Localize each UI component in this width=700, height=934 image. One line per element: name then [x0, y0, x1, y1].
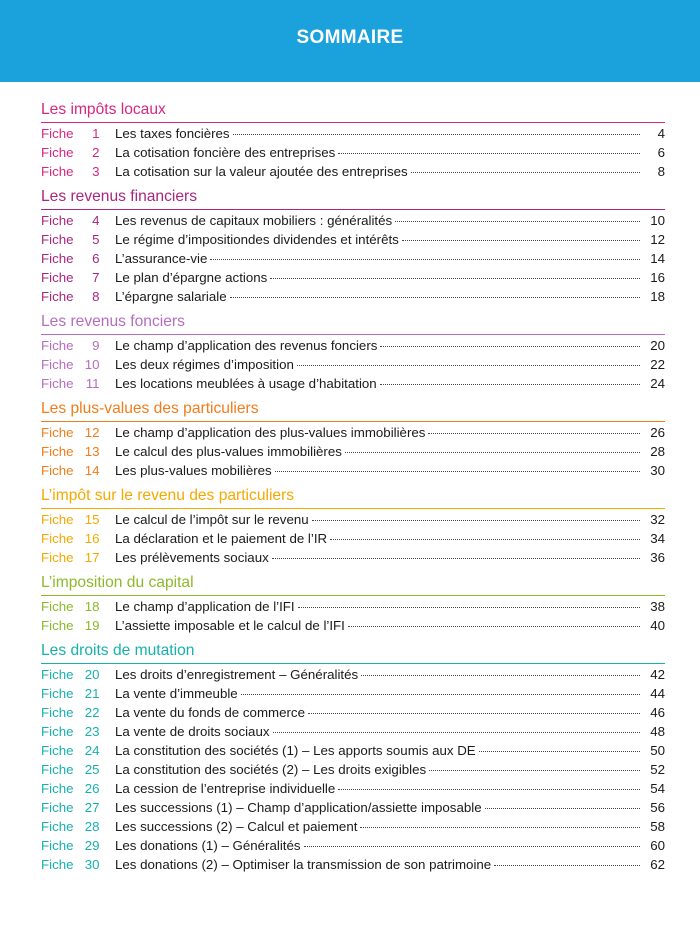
fiche-number: 26	[84, 781, 100, 796]
fiche-word: Fiche	[41, 550, 74, 565]
toc-entry[interactable]	[41, 425, 665, 444]
entry-title: La vente de droits sociaux	[115, 724, 270, 739]
toc-entry[interactable]	[41, 667, 665, 686]
fiche-word: Fiche	[41, 338, 74, 353]
entry-title: Les successions (2) – Calcul et paiement	[115, 819, 358, 834]
toc-entry[interactable]	[41, 599, 665, 618]
dot-leader	[395, 221, 640, 222]
toc-entry[interactable]	[41, 164, 665, 183]
page-number: 58	[650, 819, 665, 834]
entry-title: L’épargne salariale	[115, 289, 227, 304]
page-number: 34	[650, 531, 665, 546]
toc-section	[41, 398, 665, 482]
fiche-word: Fiche	[41, 857, 74, 872]
toc-entry[interactable]	[41, 762, 665, 781]
fiche-label	[41, 232, 115, 247]
fiche-number: 6	[92, 251, 100, 266]
fiche-label	[41, 145, 115, 160]
entry-list	[41, 596, 665, 637]
section-title: Les revenus financiers	[41, 186, 665, 210]
dot-leader	[230, 297, 640, 298]
entry-title: Les plus-values mobilières	[115, 463, 272, 478]
fiche-word: Fiche	[41, 531, 74, 546]
fiche-word: Fiche	[41, 463, 74, 478]
fiche-label	[41, 762, 115, 777]
entry-title: L’assiette imposable et le calcul de l’IFI	[115, 618, 345, 633]
entry-title: Le champ d’application des revenus fonciers	[115, 338, 378, 353]
fiche-word: Fiche	[41, 743, 74, 758]
entry-title: Les successions (1) – Champ d’application/assiette imposable	[115, 800, 482, 815]
dot-leader	[270, 278, 640, 279]
fiche-label	[41, 743, 115, 758]
entry-title: Les revenus de capitaux mobiliers : généralités	[115, 213, 393, 228]
page-number: 12	[650, 232, 665, 247]
fiche-label	[41, 857, 115, 872]
page-number: 32	[650, 512, 665, 527]
fiche-number: 24	[84, 743, 100, 758]
fiche-number: 17	[84, 550, 100, 565]
page-number: 40	[650, 618, 665, 633]
dot-leader	[428, 433, 640, 434]
toc-entry[interactable]	[41, 376, 665, 395]
page-number: 54	[650, 781, 665, 796]
fiche-word: Fiche	[41, 819, 74, 834]
entry-title: L’assurance-vie	[115, 251, 208, 266]
fiche-word: Fiche	[41, 232, 74, 247]
toc-entry[interactable]	[41, 531, 665, 550]
dot-leader	[273, 732, 641, 733]
page-number: 62	[650, 857, 665, 872]
dot-leader	[361, 675, 640, 676]
fiche-number: 2	[92, 145, 100, 160]
dot-leader	[380, 384, 640, 385]
toc-section	[41, 572, 665, 637]
entry-list	[41, 509, 665, 569]
fiche-word: Fiche	[41, 425, 74, 440]
fiche-number: 23	[84, 724, 100, 739]
dot-leader	[485, 808, 640, 809]
entry-title: Les locations meublées à usage d’habitation	[115, 376, 377, 391]
fiche-label	[41, 531, 115, 546]
fiche-number: 10	[84, 357, 100, 372]
toc-entry[interactable]	[41, 800, 665, 819]
dot-leader	[429, 770, 640, 771]
fiche-number: 1	[92, 126, 100, 141]
dot-leader	[304, 846, 640, 847]
fiche-number: 4	[92, 213, 100, 228]
fiche-word: Fiche	[41, 686, 74, 701]
fiche-label	[41, 838, 115, 853]
toc-entry[interactable]	[41, 145, 665, 164]
fiche-label	[41, 425, 115, 440]
toc-entry[interactable]	[41, 338, 665, 357]
toc-entry[interactable]	[41, 213, 665, 232]
page-number: 42	[650, 667, 665, 682]
fiche-word: Fiche	[41, 838, 74, 853]
entry-title: La cession de l’entreprise individuelle	[115, 781, 336, 796]
page-number: 52	[650, 762, 665, 777]
page-number: 44	[650, 686, 665, 701]
fiche-label	[41, 781, 115, 796]
fiche-label	[41, 705, 115, 720]
entry-title: La constitution des sociétés (1) – Les apports soumis aux DE	[115, 743, 476, 758]
page-number: 18	[650, 289, 665, 304]
page-number: 60	[650, 838, 665, 853]
toc-entry[interactable]	[41, 705, 665, 724]
section-title: Les droits de mutation	[41, 640, 665, 664]
entry-title: La cotisation sur la valeur ajoutée des entreprises	[115, 164, 408, 179]
entry-title: Les prélèvements sociaux	[115, 550, 269, 565]
dot-leader	[298, 607, 640, 608]
fiche-number: 15	[84, 512, 100, 527]
fiche-number: 3	[92, 164, 100, 179]
entry-title: La vente du fonds de commerce	[115, 705, 305, 720]
fiche-word: Fiche	[41, 705, 74, 720]
fiche-label	[41, 270, 115, 285]
fiche-word: Fiche	[41, 512, 74, 527]
fiche-label	[41, 376, 115, 391]
page-number: 24	[650, 376, 665, 391]
entry-title: La constitution des sociétés (2) – Les droits exigibles	[115, 762, 427, 777]
fiche-label	[41, 338, 115, 353]
fiche-word: Fiche	[41, 289, 74, 304]
fiche-label	[41, 724, 115, 739]
page-number: 28	[650, 444, 665, 459]
dot-leader	[272, 558, 640, 559]
toc-entry[interactable]	[41, 838, 665, 857]
toc-section	[41, 640, 665, 876]
fiche-number: 5	[92, 232, 100, 247]
entry-title: Les taxes foncières	[115, 126, 230, 141]
dot-leader	[330, 539, 640, 540]
fiche-number: 12	[84, 425, 100, 440]
fiche-label	[41, 126, 115, 141]
fiche-number: 8	[92, 289, 100, 304]
toc-entry[interactable]	[41, 270, 665, 289]
page-number: 50	[650, 743, 665, 758]
toc-entry[interactable]	[41, 857, 665, 876]
fiche-label	[41, 686, 115, 701]
toc-entry[interactable]	[41, 686, 665, 705]
page-number: 16	[650, 270, 665, 285]
fiche-number: 11	[85, 376, 100, 391]
fiche-number: 13	[84, 444, 100, 459]
fiche-number: 7	[92, 270, 100, 285]
fiche-number: 16	[84, 531, 100, 546]
fiche-label	[41, 357, 115, 372]
fiche-word: Fiche	[41, 781, 74, 796]
fiche-number: 22	[84, 705, 100, 720]
fiche-word: Fiche	[41, 618, 74, 633]
page-number: 56	[650, 800, 665, 815]
fiche-number: 18	[84, 599, 100, 614]
dot-leader	[345, 452, 640, 453]
entry-title: Le calcul des plus-values immobilières	[115, 444, 342, 459]
fiche-label	[41, 599, 115, 614]
entry-title: Le régime d’impositiondes dividendes et intérêts	[115, 232, 399, 247]
dot-leader	[479, 751, 640, 752]
fiche-word: Fiche	[41, 599, 74, 614]
entry-title: Les donations (2) – Optimiser la transmission de son patrimoine	[115, 857, 492, 872]
fiche-number: 14	[84, 463, 100, 478]
fiche-label	[41, 463, 115, 478]
toc-entry[interactable]	[41, 512, 665, 531]
fiche-label	[41, 550, 115, 565]
page-number: 26	[650, 425, 665, 440]
section-title: Les plus-values des particuliers	[41, 398, 665, 422]
entry-title: Le plan d’épargne actions	[115, 270, 268, 285]
toc-entry[interactable]	[41, 724, 665, 743]
fiche-label	[41, 512, 115, 527]
fiche-label	[41, 800, 115, 815]
fiche-word: Fiche	[41, 667, 74, 682]
header-banner	[0, 0, 700, 82]
entry-title: La cotisation foncière des entreprises	[115, 145, 336, 160]
fiche-label	[41, 667, 115, 682]
dot-leader	[308, 713, 640, 714]
table-of-contents	[0, 82, 700, 876]
page-number: 48	[650, 724, 665, 739]
toc-entry[interactable]	[41, 781, 665, 800]
section-title: L’imposition du capital	[41, 572, 665, 596]
toc-entry[interactable]	[41, 819, 665, 838]
page-number: 14	[650, 251, 665, 266]
fiche-word: Fiche	[41, 251, 74, 266]
page-number: 20	[650, 338, 665, 353]
toc-entry[interactable]	[41, 126, 665, 145]
dot-leader	[402, 240, 640, 241]
toc-entry[interactable]	[41, 743, 665, 762]
entry-title: Le champ d’application de l’IFI	[115, 599, 295, 614]
dot-leader	[348, 626, 640, 627]
fiche-number: 27	[84, 800, 100, 815]
page-number: 22	[650, 357, 665, 372]
fiche-label	[41, 213, 115, 228]
entry-title: Le calcul de l’impôt sur le revenu	[115, 512, 309, 527]
fiche-number: 28	[84, 819, 100, 834]
toc-section	[41, 99, 665, 183]
fiche-label	[41, 251, 115, 266]
entry-list	[41, 335, 665, 395]
toc-section	[41, 186, 665, 308]
page-number: 36	[650, 550, 665, 565]
fiche-word: Fiche	[41, 357, 74, 372]
toc-entry[interactable]	[41, 357, 665, 376]
section-title: Les revenus fonciers	[41, 311, 665, 335]
page-number: 38	[650, 599, 665, 614]
page-number: 4	[657, 126, 665, 141]
dot-leader	[210, 259, 640, 260]
page-number: 6	[657, 145, 665, 160]
dot-leader	[275, 471, 640, 472]
entry-list	[41, 210, 665, 308]
toc-entry[interactable]	[41, 463, 665, 482]
entry-list	[41, 664, 665, 876]
fiche-number: 19	[84, 618, 100, 633]
entry-title: La vente d’immeuble	[115, 686, 238, 701]
fiche-number: 29	[84, 838, 100, 853]
page-number: 8	[657, 164, 665, 179]
page-number: 10	[650, 213, 665, 228]
fiche-label	[41, 444, 115, 459]
fiche-word: Fiche	[41, 724, 74, 739]
section-title: Les impôts locaux	[41, 99, 665, 123]
page-number: 46	[650, 705, 665, 720]
entry-title: Les deux régimes d’imposition	[115, 357, 294, 372]
toc-entry[interactable]	[41, 232, 665, 251]
fiche-number: 21	[84, 686, 100, 701]
entry-list	[41, 422, 665, 482]
fiche-label	[41, 819, 115, 834]
fiche-number: 30	[84, 857, 100, 872]
fiche-number: 25	[84, 762, 100, 777]
fiche-label	[41, 289, 115, 304]
entry-title: Le champ d’application des plus-values immobilières	[115, 425, 426, 440]
toc-entry[interactable]	[41, 550, 665, 569]
page-title: SOMMAIRE	[296, 27, 404, 48]
fiche-word: Fiche	[41, 270, 74, 285]
toc-entry[interactable]	[41, 251, 665, 270]
dot-leader	[380, 346, 640, 347]
dot-leader	[241, 694, 640, 695]
entry-title: La déclaration et le paiement de l’IR	[115, 531, 328, 546]
fiche-word: Fiche	[41, 126, 74, 141]
fiche-number: 9	[92, 338, 100, 353]
dot-leader	[411, 172, 640, 173]
dot-leader	[494, 865, 640, 866]
dot-leader	[233, 134, 640, 135]
fiche-word: Fiche	[41, 444, 74, 459]
fiche-word: Fiche	[41, 164, 74, 179]
fiche-word: Fiche	[41, 213, 74, 228]
page-number: 30	[650, 463, 665, 478]
dot-leader	[338, 153, 640, 154]
fiche-number: 20	[84, 667, 100, 682]
entry-title: Les droits d’enregistrement – Généralités	[115, 667, 359, 682]
toc-section	[41, 311, 665, 395]
dot-leader	[360, 827, 640, 828]
entry-list	[41, 123, 665, 183]
dot-leader	[338, 789, 640, 790]
toc-entry[interactable]	[41, 289, 665, 308]
fiche-label	[41, 618, 115, 633]
section-title: L’impôt sur le revenu des particuliers	[41, 485, 665, 509]
toc-section	[41, 485, 665, 569]
dot-leader	[312, 520, 640, 521]
fiche-word: Fiche	[41, 145, 74, 160]
toc-entry[interactable]	[41, 618, 665, 637]
dot-leader	[297, 365, 640, 366]
fiche-label	[41, 164, 115, 179]
fiche-word: Fiche	[41, 800, 74, 815]
toc-entry[interactable]	[41, 444, 665, 463]
fiche-word: Fiche	[41, 762, 74, 777]
fiche-word: Fiche	[41, 376, 74, 391]
entry-title: Les donations (1) – Généralités	[115, 838, 301, 853]
